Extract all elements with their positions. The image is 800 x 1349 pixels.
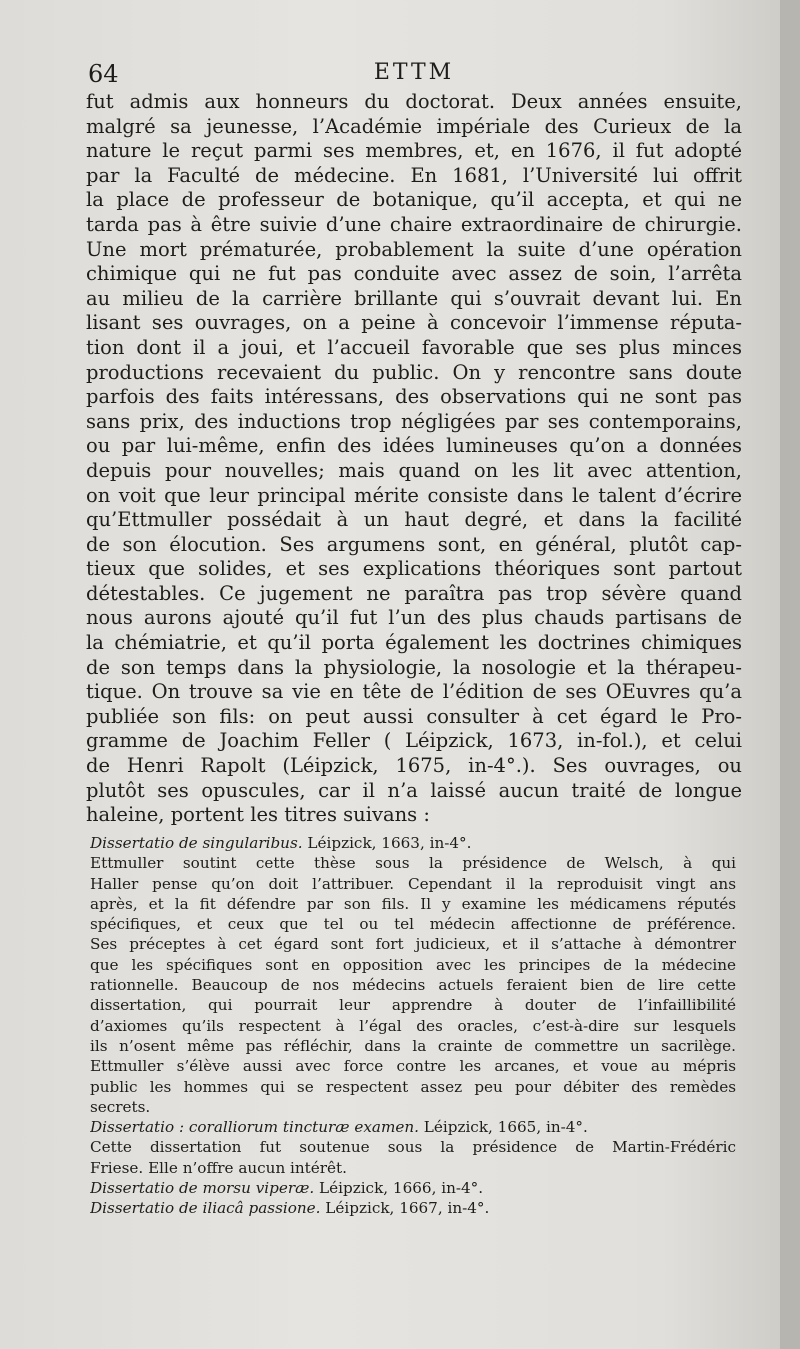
text-line: la place de professeur de botanique, qu’il accepta, et qui ne bbox=[86, 188, 742, 212]
text-line: lisant ses ouvrages, on a peine à concevoir l’immense réputa- bbox=[86, 311, 742, 335]
text-line: la chémiatrie, et qu’il porta également les doctrines chimiques bbox=[86, 631, 742, 655]
bibliography-entry bbox=[90, 1117, 736, 1137]
work-title: Dissertatio : coralliorum tincturæ examen. bbox=[90, 1118, 419, 1137]
text-line: nature le reçut parmi ses membres, et, en 1676, il fut adopté bbox=[86, 139, 742, 163]
text-line: tieux que solides, et ses explications théoriques sont partout bbox=[86, 557, 742, 581]
text-line: détestables. Ce jugement ne paraîtra pas trop sévère quand bbox=[86, 581, 742, 605]
text-line: Une mort prématurée, probablement la suite d’une opération bbox=[86, 237, 742, 261]
note-line: Cette dissertation fut soutenue sous la présidence de Martin-Frédéric bbox=[90, 1138, 736, 1157]
note-line: Ettmuller s’élève aussi avec force contre les arcanes, et voue au mépris bbox=[90, 1057, 736, 1076]
page-edge bbox=[780, 0, 800, 1349]
text-line: chimique qui ne fut pas conduite avec assez de soin, l’arrêta bbox=[86, 262, 742, 286]
text-line: on voit que leur principal mérite consiste dans le talent d’écrire bbox=[86, 483, 742, 507]
text-line: qu’Ettmuller possédait à un haut degré, et dans la facilité bbox=[86, 508, 742, 532]
text-line: depuis pour nouvelles; mais quand on les lit avec attention, bbox=[86, 458, 742, 482]
text-line: au milieu de la carrière brillante qui s’ouvrait devant lui. En bbox=[86, 286, 742, 310]
work-title: Dissertatio de morsu viperæ. bbox=[90, 1179, 315, 1198]
publication-info: Léipzick, 1665, in-4°. bbox=[418, 1118, 588, 1137]
note-line: dissertation, qui pourrait leur apprendre à douter de l’infaillibilité bbox=[90, 996, 736, 1015]
bibliography-notes bbox=[90, 833, 736, 1219]
text-line: productions recevaient du public. On y rencontre sans doute bbox=[86, 360, 742, 384]
work-title: Dissertatio de iliacâ passione. bbox=[90, 1199, 321, 1218]
text-line: sans prix, des inductions trop négligées par ses contemporains, bbox=[86, 409, 742, 433]
note-line: d’axiomes qu’ils respectent à l’égal des oracles, c’est-à-dire sur lesquels bbox=[90, 1016, 736, 1035]
running-head: ETTM bbox=[373, 60, 455, 85]
publication-info: Léipzick, 1666, in-4°. bbox=[314, 1179, 484, 1198]
page-header bbox=[88, 60, 740, 92]
bibliography-entry bbox=[90, 833, 736, 853]
text-line: ou par lui-même, enfin des idées lumineuses qu’on a données bbox=[86, 434, 742, 458]
bibliography-entry bbox=[90, 1198, 736, 1218]
note-line: ils n’osent même pas réfléchir, dans la crainte de commettre un sacrilège. bbox=[90, 1036, 736, 1055]
text-line: tique. On trouve sa vie en tête de l’édition de ses OEuvres qu’a bbox=[86, 680, 742, 704]
note-line: rationnelle. Beaucoup de nos médecins actuels feraient bien de lire cette bbox=[90, 976, 736, 995]
note-line: que les spécifiques sont en opposition avec les principes de la médecine bbox=[90, 955, 736, 974]
note-line: Haller pense qu’on doit l’attribuer. Cependant il la reproduisit vingt ans bbox=[90, 874, 736, 893]
text-line: parfois des faits intéressans, des observations qui ne sont pas bbox=[86, 385, 742, 409]
publication-info: Léipzick, 1663, in-4°. bbox=[302, 834, 472, 852]
text-line: fut admis aux honneurs du doctorat. Deux années ensuite, bbox=[86, 90, 742, 113]
work-title: Dissertatio de singularibus. bbox=[90, 834, 303, 852]
text-line: de son élocution. Ses argumens sont, en général, plutôt cap- bbox=[86, 532, 742, 556]
note-line: Friese. Elle n’offre aucun intérêt. bbox=[90, 1158, 347, 1177]
text-line: par la Faculté de médecine. En 1681, l’Université lui offrit bbox=[86, 163, 742, 187]
main-text bbox=[86, 90, 742, 828]
note-line: spécifiques, et ceux que tel ou tel médecin affectionne de préférence. bbox=[90, 915, 736, 934]
text-line: haleine, portent les titres suivans : bbox=[86, 803, 430, 827]
text-line: gramme de Joachim Feller ( Léipzick, 1673, in-fol.), et celui bbox=[86, 729, 742, 753]
page-number: 64 bbox=[88, 60, 119, 88]
note-line: secrets. bbox=[90, 1097, 151, 1116]
note-line: Ses préceptes à cet égard sont fort judicieux, et il s’attache à démontrer bbox=[90, 935, 736, 954]
publication-info: Léipzick, 1667, in-4°. bbox=[320, 1199, 490, 1218]
bibliography-entry bbox=[90, 1178, 736, 1198]
note-line: après, et la fit défendre par son fils. Il y examine les médicamens réputés bbox=[90, 894, 736, 913]
text-line: tion dont il a joui, et l’accueil favorable que ses plus minces bbox=[86, 335, 742, 359]
text-line: plutôt ses opuscules, car il n’a laissé aucun traité de longue bbox=[86, 778, 742, 802]
text-line: tarda pas à être suivie d’une chaire extraordinaire de chirurgie. bbox=[86, 212, 742, 236]
text-line: nous aurons ajouté qu’il fut l’un des plus chauds partisans de bbox=[86, 606, 742, 630]
text-line: publiée son fils: on peut aussi consulter à cet égard le Pro- bbox=[86, 704, 742, 728]
note-line: public les hommes qui se respectent assez peu pour débiter des remèdes bbox=[90, 1077, 736, 1096]
text-line: de Henri Rapolt (Léipzick, 1675, in-4°.). Ses ouvrages, ou bbox=[86, 754, 742, 778]
note-line: Ettmuller soutint cette thèse sous la présidence de Welsch, à qui bbox=[90, 854, 736, 873]
text-line: malgré sa jeunesse, l’Académie impériale des Curieux de la bbox=[86, 114, 742, 138]
text-line: de son temps dans la physiologie, la nosologie et la thérapeu- bbox=[86, 655, 742, 679]
